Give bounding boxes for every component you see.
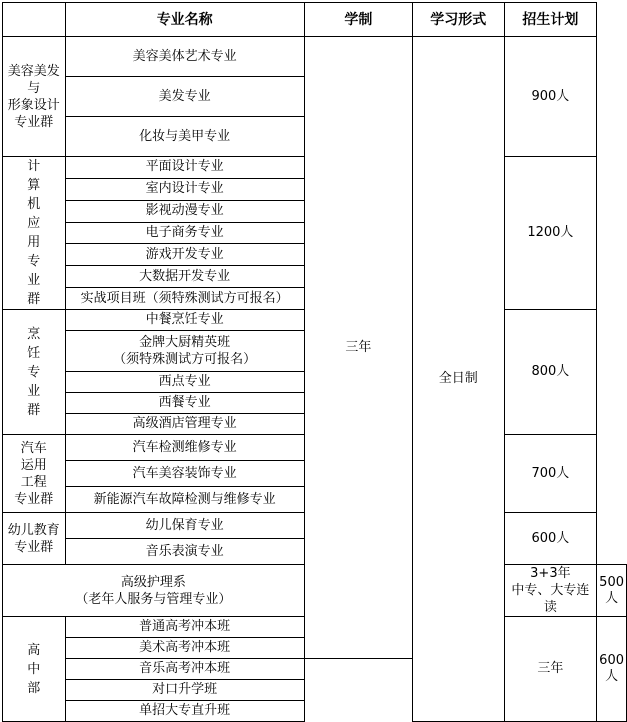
major-cell: 大数据开发专业: [65, 266, 304, 288]
major-cell: 电子商务专业: [65, 222, 304, 244]
nursing-cell: 高级护理系 （老年人服务与管理专业）: [3, 565, 305, 617]
major-cell: 西点专业: [65, 372, 304, 393]
major-cell: 室内设计专业: [65, 178, 304, 200]
major-cell: 普通高考冲本班: [65, 617, 304, 638]
enrollment-cell: 600人: [504, 513, 597, 565]
duration-cell-highschool: 三年: [504, 617, 597, 722]
duration-cell-shared: 三年: [304, 37, 412, 659]
major-cell: 中餐烹饪专业: [65, 310, 304, 331]
group-cell-cooking: 烹 饪 专 业 群: [3, 310, 66, 435]
major-cell: 金牌大厨精英班 （须特殊测试方可报名）: [65, 331, 304, 372]
header-major: 专业名称: [65, 3, 304, 37]
enrollment-cell: 500人: [597, 565, 627, 617]
group-cell-preschool: 幼儿教育 专业群: [3, 513, 66, 565]
duration-cell-nursing: 3+3年 中专、大专连读: [504, 565, 597, 617]
group-cell-computer: 计 算 机 应 用 专 业 群: [3, 157, 66, 310]
header-study-mode: 学习形式: [412, 3, 504, 37]
enrollment-cell: 1200人: [504, 157, 597, 310]
major-cell: 实战项目班（须特殊测试方可报名）: [65, 288, 304, 310]
header-group: [3, 3, 66, 37]
enrollment-cell: 600人: [597, 617, 627, 722]
enrollment-cell: 900人: [504, 37, 597, 157]
major-cell: 单招大专直升班: [65, 701, 304, 722]
major-cell: 对口升学班: [65, 680, 304, 701]
major-cell: 幼儿保育专业: [65, 513, 304, 539]
table-row: [3, 37, 627, 77]
major-cell: 影视动漫专业: [65, 200, 304, 222]
major-cell: 西餐专业: [65, 393, 304, 414]
major-cell: 游戏开发专业: [65, 244, 304, 266]
major-cell: 汽车检测维修专业: [65, 435, 304, 461]
major-cell: 美容美体艺术专业: [65, 37, 304, 77]
major-cell: 高级酒店管理专业: [65, 414, 304, 435]
group-cell-auto: 汽车 运用 工程 专业群: [3, 435, 66, 513]
group-cell-highschool: 高 中 部: [3, 617, 66, 722]
enrollment-table: [2, 2, 627, 722]
major-cell: 平面设计专业: [65, 157, 304, 179]
header-enrollment: 招生计划: [504, 3, 597, 37]
major-cell: 新能源汽车故障检测与维修专业: [65, 487, 304, 513]
major-cell: 音乐表演专业: [65, 539, 304, 565]
major-cell: 汽车美容装饰专业: [65, 461, 304, 487]
major-cell: 音乐高考冲本班: [65, 659, 304, 680]
header-duration: 学制: [304, 3, 412, 37]
group-cell-beauty: 美容美发 与 形象设计 专业群: [3, 37, 66, 157]
study-mode-cell: 全日制: [412, 37, 504, 722]
major-cell: 美术高考冲本班: [65, 638, 304, 659]
header-row: [3, 3, 627, 37]
major-cell: 美发专业: [65, 77, 304, 117]
major-cell: 化妆与美甲专业: [65, 117, 304, 157]
enrollment-cell: 800人: [504, 310, 597, 435]
enrollment-cell: 700人: [504, 435, 597, 513]
